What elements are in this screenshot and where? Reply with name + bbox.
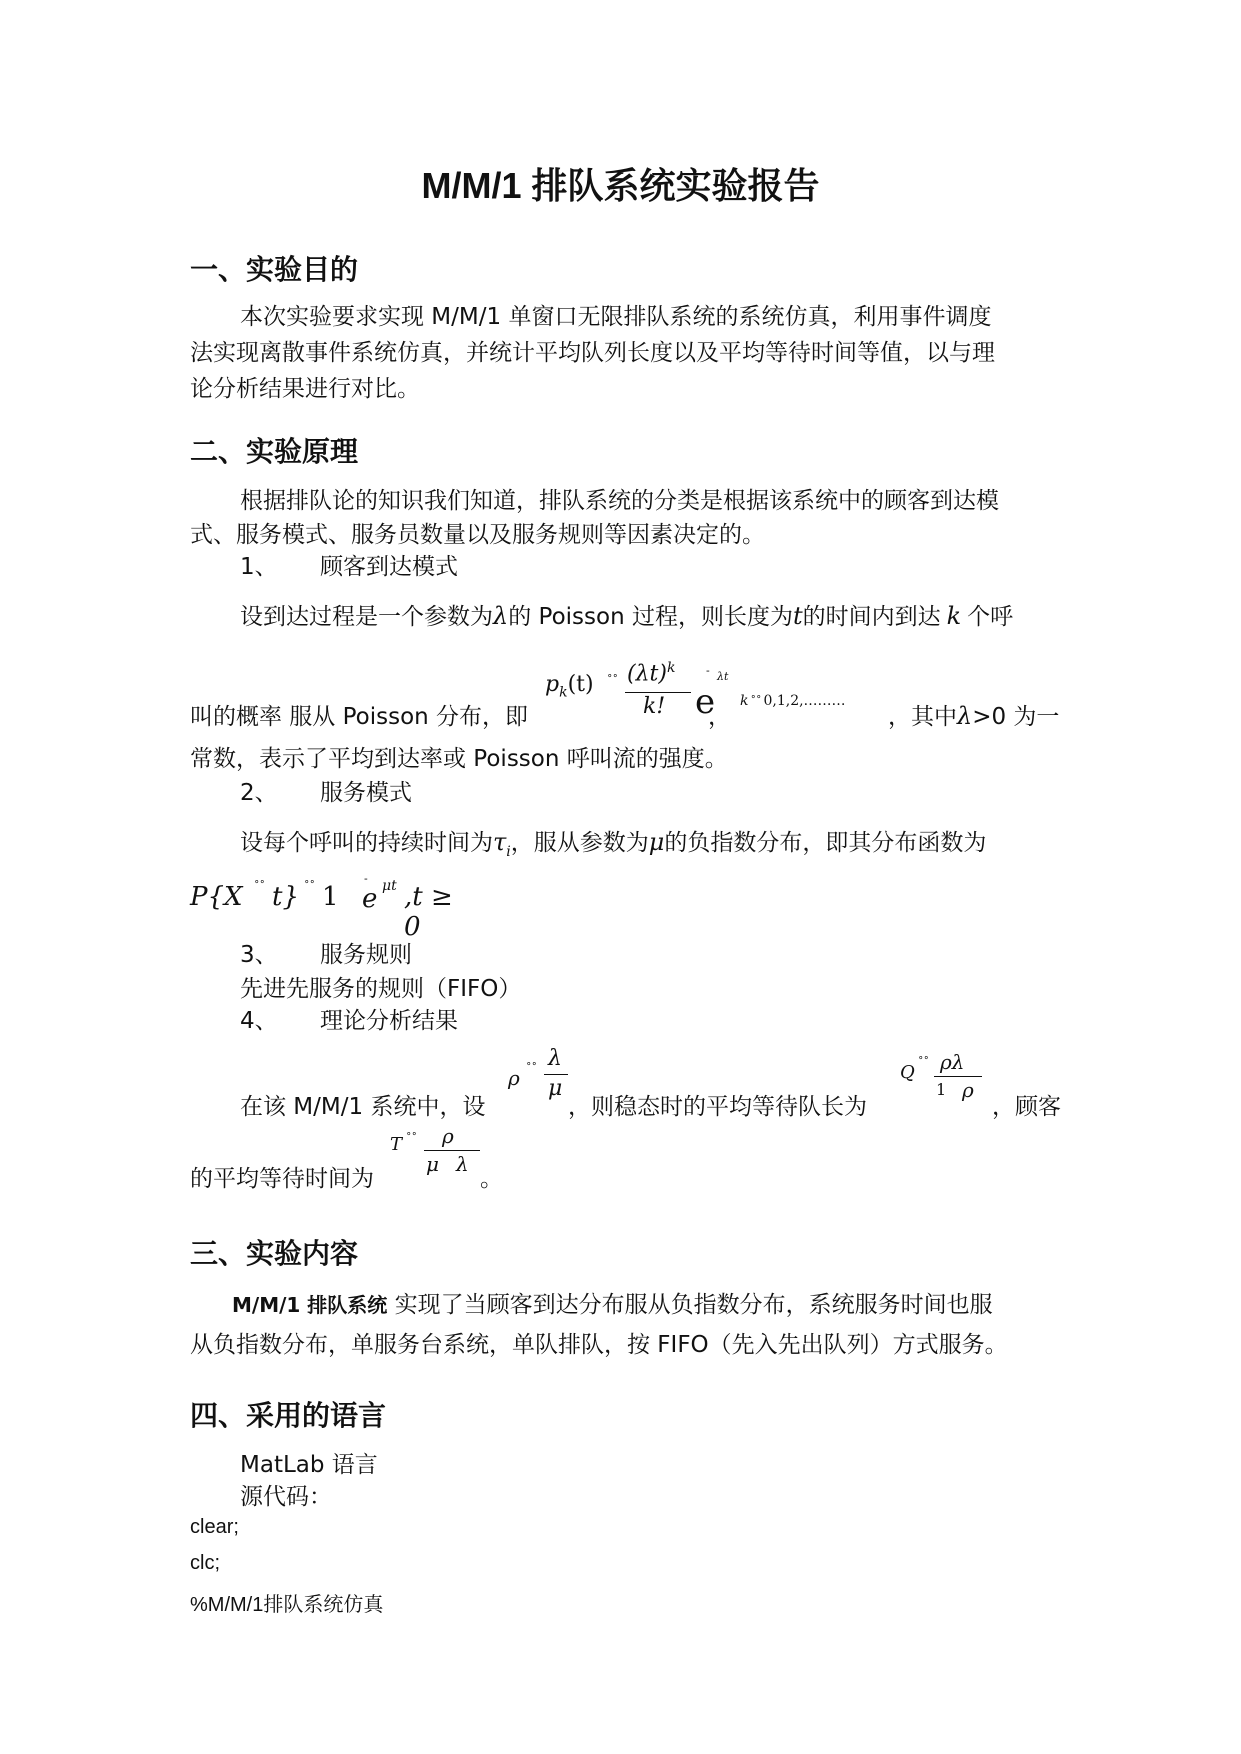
q-symbol: Q xyxy=(900,1062,915,1083)
list-item-arrival xyxy=(240,548,458,581)
exp-minus: - xyxy=(364,872,368,885)
paragraph-line: 法实现离散事件系统仿真，并统计平均队列长度以及平均等待时间等值，以与理 xyxy=(190,340,995,366)
text-run: 的时间内到达 xyxy=(802,604,941,630)
list-number: 2、 xyxy=(240,780,278,806)
poisson-formula xyxy=(545,660,729,722)
poisson-line-text: 叫的概率 服从 Poisson 分布，即 xyxy=(190,704,529,730)
tau-symbol: $\tau_i$ xyxy=(493,828,511,860)
q-denominator-rho: ρ xyxy=(962,1078,974,1102)
text-run: >0 为一 xyxy=(972,704,1060,730)
fraction-bar xyxy=(625,692,691,693)
fraction-bar xyxy=(934,1076,982,1077)
paragraph-line: 先进先服务的规则（FIFO） xyxy=(240,976,522,1002)
t-denominator-lambda: λ xyxy=(456,1152,469,1176)
section-heading-principle: 二、实验原理 xyxy=(190,435,359,468)
list-number: 4、 xyxy=(240,1008,278,1034)
k-values: k ˚˚ 0,1,2,……… xyxy=(740,693,846,709)
list-item-rule xyxy=(240,936,412,969)
section-heading-purpose: 一、实验目的 xyxy=(190,253,359,286)
list-number: 1、 xyxy=(240,554,278,580)
cdf-part: P{X xyxy=(190,882,243,912)
cdf-part: ,t ≥ 0 xyxy=(404,882,453,942)
fraction-denominator: k! xyxy=(643,694,666,719)
section-heading-language: 四、采用的语言 xyxy=(190,1399,387,1432)
rho-denominator: μ xyxy=(548,1076,563,1101)
theory-line-text: ，顾客 xyxy=(992,1094,1061,1120)
text-run: 个呼 xyxy=(967,604,1014,630)
list-number: 3、 xyxy=(240,942,278,968)
lambda-symbol: λ xyxy=(493,602,509,630)
paragraph-line: 根据排队论的知识我们知道，排队系统的分类是根据该系统中的顾客到达模 xyxy=(240,488,999,514)
text-run: ，服从参数为 xyxy=(510,830,649,856)
section-heading-content: 三、实验内容 xyxy=(190,1237,359,1270)
fraction-bar xyxy=(544,1074,568,1075)
q-numerator: ρλ xyxy=(940,1050,965,1074)
source-label: 源代码： xyxy=(240,1484,332,1510)
text-run: 设每个呼叫的持续时间为 xyxy=(240,830,493,856)
equals-glyph: ˚˚ xyxy=(254,880,265,893)
equals-glyph: ˚˚ xyxy=(607,674,618,687)
poisson-line-text xyxy=(888,698,1059,731)
period: 。 xyxy=(480,1166,503,1192)
text-run: ，其中 xyxy=(888,704,957,730)
cdf-exponent: μt xyxy=(382,878,397,894)
exp-lambda-t: λt xyxy=(717,670,729,683)
equals-glyph: ˚˚ xyxy=(406,1132,417,1145)
queue-length-formula xyxy=(900,1050,990,1110)
arrival-description-line xyxy=(240,598,1013,631)
list-label: 顾客到达模式 xyxy=(320,554,458,580)
k-symbol: k xyxy=(946,602,962,630)
paragraph-line: 从负指数分布，单服务台系统，单队排队，按 FIFO（先入先出队列）方式服务。 xyxy=(190,1332,1008,1358)
equals-glyph: ˚˚ xyxy=(526,1062,537,1075)
cdf-e: e xyxy=(362,884,378,914)
lambda-symbol: λ xyxy=(957,702,973,730)
list-item-service xyxy=(240,774,412,807)
text-run: 的 Poisson 过程，则长度为 xyxy=(508,604,793,630)
list-label: 理论分析结果 xyxy=(320,1008,458,1034)
code-line: %M/M/1排队系统仿真 xyxy=(190,1594,384,1616)
bold-term: M/M/1 排队系统 xyxy=(232,1293,388,1317)
rho-numerator: λ xyxy=(548,1046,562,1071)
t-denominator-mu: μ xyxy=(426,1152,439,1176)
cdf-part: t} xyxy=(272,882,299,912)
content-line xyxy=(232,1286,993,1319)
code-line: clear; xyxy=(190,1516,239,1538)
pk-symbol: $p_k(t)$ xyxy=(545,672,594,701)
mu-symbol: μ xyxy=(648,828,665,856)
service-description-line xyxy=(240,824,986,860)
t-symbol: T xyxy=(390,1134,403,1155)
wait-time-formula xyxy=(390,1124,480,1184)
rho-symbol: ρ xyxy=(508,1066,520,1090)
q-denominator-one: 1 xyxy=(936,1080,947,1099)
theory-line-text: 在该 M/M/1 系统中，设 xyxy=(240,1094,486,1120)
comma: ， xyxy=(708,704,731,730)
code-line: clc; xyxy=(190,1552,220,1574)
fraction-bar xyxy=(424,1150,480,1151)
paragraph-line: 常数，表示了平均到达率或 Poisson 呼叫流的强度。 xyxy=(190,746,728,772)
paragraph-line: 本次实验要求实现 M/M/1 单窗口无限排队系统的系统仿真，利用事件调度 xyxy=(240,304,992,330)
fraction-numerator: $(\lambda t)^k$ xyxy=(627,660,676,687)
text-run: 实现了当顾客到达分布服从负指数分布，系统服务时间也服 xyxy=(394,1292,993,1318)
document-title: M/M/1 排队系统实验报告 xyxy=(421,165,820,206)
equals-glyph: ˚˚ xyxy=(918,1056,929,1069)
t-symbol: t xyxy=(792,602,803,630)
paragraph-line: 论分析结果进行对比。 xyxy=(190,376,420,402)
paragraph-line: 式、服务模式、服务员数量以及服务规则等因素决定的。 xyxy=(190,522,765,548)
text-run: 的负指数分布，即其分布函数为 xyxy=(664,830,987,856)
list-label: 服务规则 xyxy=(320,942,412,968)
list-item-theory xyxy=(240,1002,458,1035)
rho-formula xyxy=(508,1046,568,1106)
exp-minus: - xyxy=(706,664,710,677)
cdf-one: 1 xyxy=(322,882,339,912)
exp-e: e xyxy=(695,682,716,722)
list-label: 服务模式 xyxy=(320,780,412,806)
text-run: 设到达过程是一个参数为 xyxy=(240,604,493,630)
theory-line-text: 的平均等待时间为 xyxy=(190,1166,374,1192)
theory-line-text: ，则稳态时的平均等待队长为 xyxy=(568,1094,867,1120)
cdf-formula xyxy=(190,872,470,942)
equals-glyph: ˚˚ xyxy=(304,880,315,893)
language-line: MatLab 语言 xyxy=(240,1452,378,1478)
t-numerator: ρ xyxy=(442,1124,454,1148)
